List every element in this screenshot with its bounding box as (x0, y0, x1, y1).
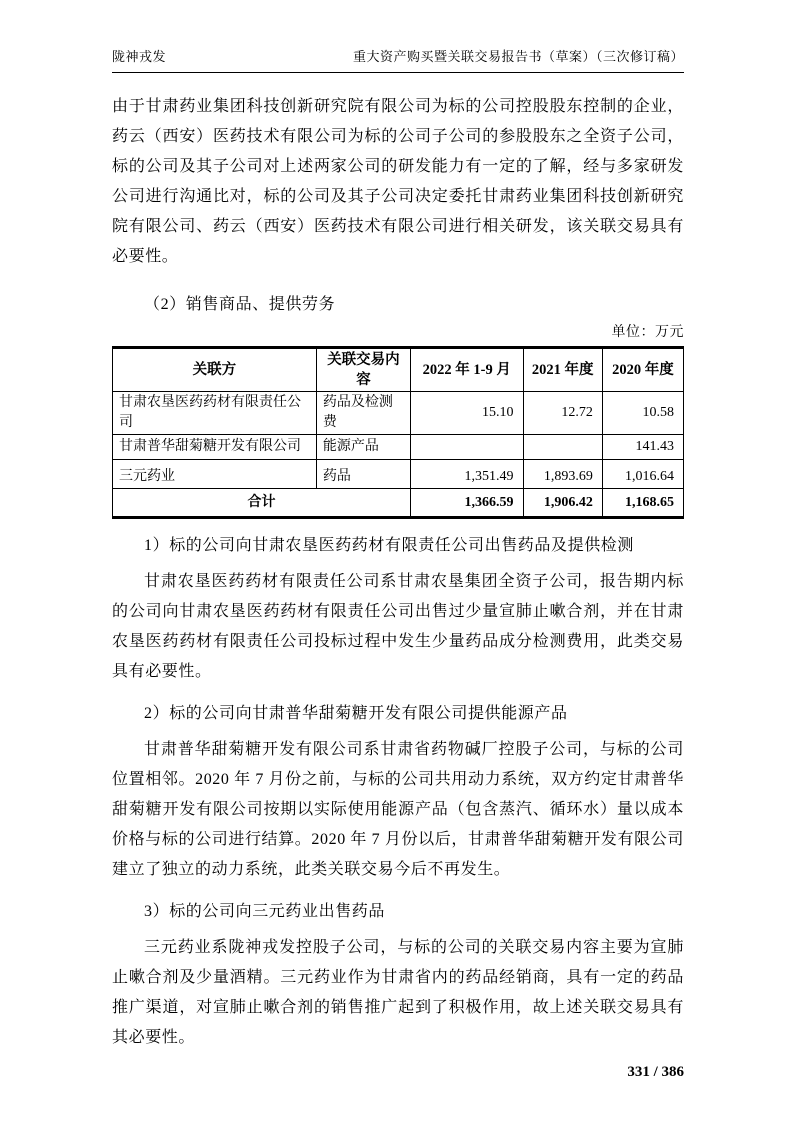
related-transactions-table (112, 346, 684, 519)
item2-paragraph: 甘肃普华甜菊糖开发有限公司系甘肃省药物碱厂控股子公司，与标的公司位置相邻。2020 年 7 月份之前，与标的公司共用动力系统，双方约定甘肃普华甜菊糖开发有限公司按期以实际使用能源产品（包含蒸汽、循环水）量以成本价格与标的公司进行结算。2020 年 7 月份以后，甘肃普华甜菊糖开发有限公司建立了独立的动力系统，此类关联交易今后不再发生。 (112, 741, 684, 878)
item3-heading: 3）标的公司向三元药业出售药品 (144, 903, 386, 920)
cell-party: 甘肃普华甜菊糖开发有限公司 (113, 435, 317, 460)
cell-2020: 141.43 (602, 435, 683, 460)
cell-2022 (411, 435, 523, 460)
table-row (113, 435, 684, 460)
unit-label: 单位：万元 (611, 325, 684, 340)
table-row (113, 392, 684, 435)
col-header-2021: 2021 年度 (523, 348, 602, 392)
header-left-title: 陇神戎发 (112, 49, 167, 64)
page-header (112, 46, 684, 73)
col-header-transaction-content: 关联交易内容 (316, 348, 410, 392)
paragraph-intro: 由于甘肃药业集团科技创新研究院有限公司为标的公司控股股东控制的企业，药云（西安）医药技术有限公司为标的公司子公司的参股股东之全资子公司，标的公司及其子公司对上述两家公司的研发能力有一定的了解，经与多家研发公司进行沟通比对，标的公司及其子公司决定委托甘肃药业集团科技创新研究院有限公司、药云（西安）医药技术有限公司进行相关研发，该关联交易具有必要性。 (112, 98, 684, 265)
item3-paragraph: 三元药业系陇神戎发控股子公司，与标的公司的关联交易内容主要为宣肺止嗽合剂及少量酒精。三元药业作为甘肃省内的药品经销商，具有一定的药品推广渠道，对宣肺止嗽合剂的销售推广起到了积极作用，故上述关联交易具有其必要性。 (112, 939, 684, 1046)
total-label: 合计 (113, 489, 411, 518)
cell-2022: 15.10 (411, 392, 523, 435)
cell-content: 药品及检测费 (316, 392, 410, 435)
cell-content: 能源产品 (316, 435, 410, 460)
cell-2020: 1,016.64 (602, 460, 683, 489)
section-heading-sales: （2）销售商品、提供劳务 (144, 296, 336, 313)
cell-party: 甘肃农垦医药药材有限责任公司 (113, 392, 317, 435)
table-header-row (113, 348, 684, 392)
item1-heading: 1）标的公司向甘肃农垦医药药材有限责任公司出售药品及提供检测 (144, 537, 635, 554)
col-header-2020: 2020 年度 (602, 348, 683, 392)
total-2022: 1,366.59 (411, 489, 523, 518)
cell-2021: 1,893.69 (523, 460, 602, 489)
page-content (112, 92, 684, 1083)
total-2020: 1,168.65 (602, 489, 683, 518)
table-row (113, 460, 684, 489)
page-number: 331 / 386 (627, 1064, 684, 1080)
table-total-row (113, 489, 684, 518)
cell-2020: 10.58 (602, 392, 683, 435)
total-2021: 1,906.42 (523, 489, 602, 518)
header-right-title: 重大资产购买暨关联交易报告书（草案）（三次修订稿） (352, 49, 684, 64)
cell-2021 (523, 435, 602, 460)
col-header-related-party: 关联方 (113, 348, 317, 392)
cell-2022: 1,351.49 (411, 460, 523, 489)
cell-content: 药品 (316, 460, 410, 489)
col-header-2022: 2022 年 1-9 月 (411, 348, 523, 392)
item2-heading: 2）标的公司向甘肃普华甜菊糖开发有限公司提供能源产品 (144, 705, 568, 722)
item1-paragraph: 甘肃农垦医药药材有限责任公司系甘肃农垦集团全资子公司，报告期内标的公司向甘肃农垦医药药材有限责任公司出售过少量宣肺止嗽合剂，并在甘肃农垦医药药材有限责任公司投标过程中发生少量药品成分检测费用，此类交易具有必要性。 (112, 573, 684, 680)
cell-2021: 12.72 (523, 392, 602, 435)
cell-party: 三元药业 (113, 460, 317, 489)
